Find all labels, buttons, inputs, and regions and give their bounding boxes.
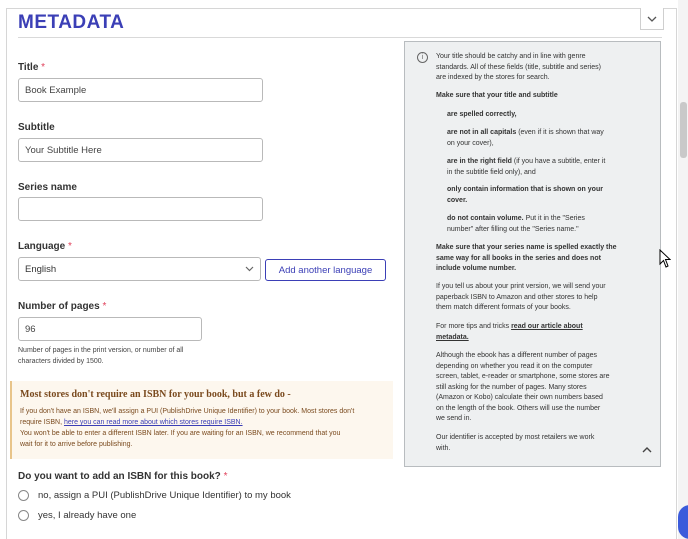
info-title-heading: Make sure that your title and subtitle (436, 92, 558, 99)
chevron-up-icon[interactable] (642, 446, 652, 457)
chat-button[interactable] (678, 505, 688, 539)
radio-button[interactable] (18, 490, 29, 501)
mouse-cursor-icon (659, 249, 671, 274)
add-language-button[interactable]: Add another language (265, 259, 386, 281)
info-series: Make sure that your series name is spelled exactly the same way for all books in the series and does not include volume number. (436, 244, 617, 272)
info-panel (404, 41, 661, 467)
info-intro: Your title should be catchy and in line with genre standards. All of these fields (title, subtitle and series) are indexed by the stores for search. (436, 53, 601, 81)
scrollbar-track[interactable] (678, 0, 688, 539)
series-input[interactable] (18, 197, 263, 221)
pages-label: Number of pages * (18, 301, 107, 312)
subtitle-label: Subtitle (18, 122, 55, 133)
title-label: Title * (18, 62, 46, 73)
subtitle-input[interactable] (18, 138, 263, 162)
pages-help-text: Number of pages in the print version, or number of all characters divided by 1500. (18, 347, 184, 365)
isbn-notice (10, 381, 393, 459)
info-bullet-capitals: are not in all capitals (even if it is shown that way on your cover), (447, 129, 604, 147)
metadata-article-link[interactable]: metadata. (436, 333, 469, 341)
isbn-stores-link[interactable]: here you can read more about which stores require ISBN. (63, 419, 243, 426)
language-value: English (25, 263, 57, 275)
isbn-question-label: Do you want to add an ISBN for this book? * (18, 471, 228, 482)
pages-input[interactable] (18, 317, 202, 341)
info-bullet-cover: only contain information that is shown on your cover. (447, 186, 603, 204)
info-bullet-spelled: are spelled correctly, (447, 111, 517, 118)
divider (18, 37, 662, 38)
series-label: Series name (18, 182, 77, 193)
language-select[interactable] (18, 257, 261, 281)
isbn-notice-heading: Most stores don't require an ISBN for your book, but a few do - (20, 389, 291, 400)
scrollbar-thumb[interactable] (680, 102, 687, 158)
isbn-option-yes[interactable]: yes, I already have one (18, 510, 136, 521)
info-bullet-volume: do not contain volume. Put it in the "Series number" after filling out the "Series name." (447, 215, 585, 233)
info-tips: For more tips and tricks read our article about metadata. (436, 322, 656, 343)
chevron-down-icon (647, 16, 657, 22)
chevron-down-icon (245, 264, 254, 275)
info-identifier: Our identifier is accepted by most retailers we work with. (436, 434, 595, 452)
isbn-option-no[interactable]: no, assign a PUI (PublishDrive Unique Identifier) to my book (18, 490, 291, 501)
section-title: METADATA (18, 12, 125, 33)
collapse-button[interactable] (640, 8, 664, 30)
isbn-notice-body: If you don't have an ISBN, we'll assign a PUI (PublishDrive Unique Identifier) to your book. Most stores don't require ISBN, here you can read more about which stores require ISBN. You won't be able to enter a different ISBN later. If you are waiting for an ISBN, we recommend that you wait for it to arrive before publishing. (20, 408, 355, 448)
info-print: If you tell us about your print version, we will send your paperback ISBN to Amazon and other stores to help them match different formats of your books. (436, 283, 606, 311)
info-bullet-field: are in the right field (if you have a subtitle, enter it in the subtitle field only), and (447, 158, 606, 176)
language-label: Language * (18, 241, 72, 252)
radio-button[interactable] (18, 510, 29, 521)
title-input[interactable] (18, 78, 263, 102)
metadata-article-link[interactable]: read our article about (511, 323, 583, 330)
info-icon: i (417, 52, 428, 63)
info-pages: Although the ebook has a different number of pages depending on whether you read it on the computer screen, tablet, e-reader or smartphone, some stores are still asking for the number of pages. Many stores (Amazon or Kobo) calculate their own numbers based on the length of the book. Others will use the number we send in. (436, 352, 610, 422)
